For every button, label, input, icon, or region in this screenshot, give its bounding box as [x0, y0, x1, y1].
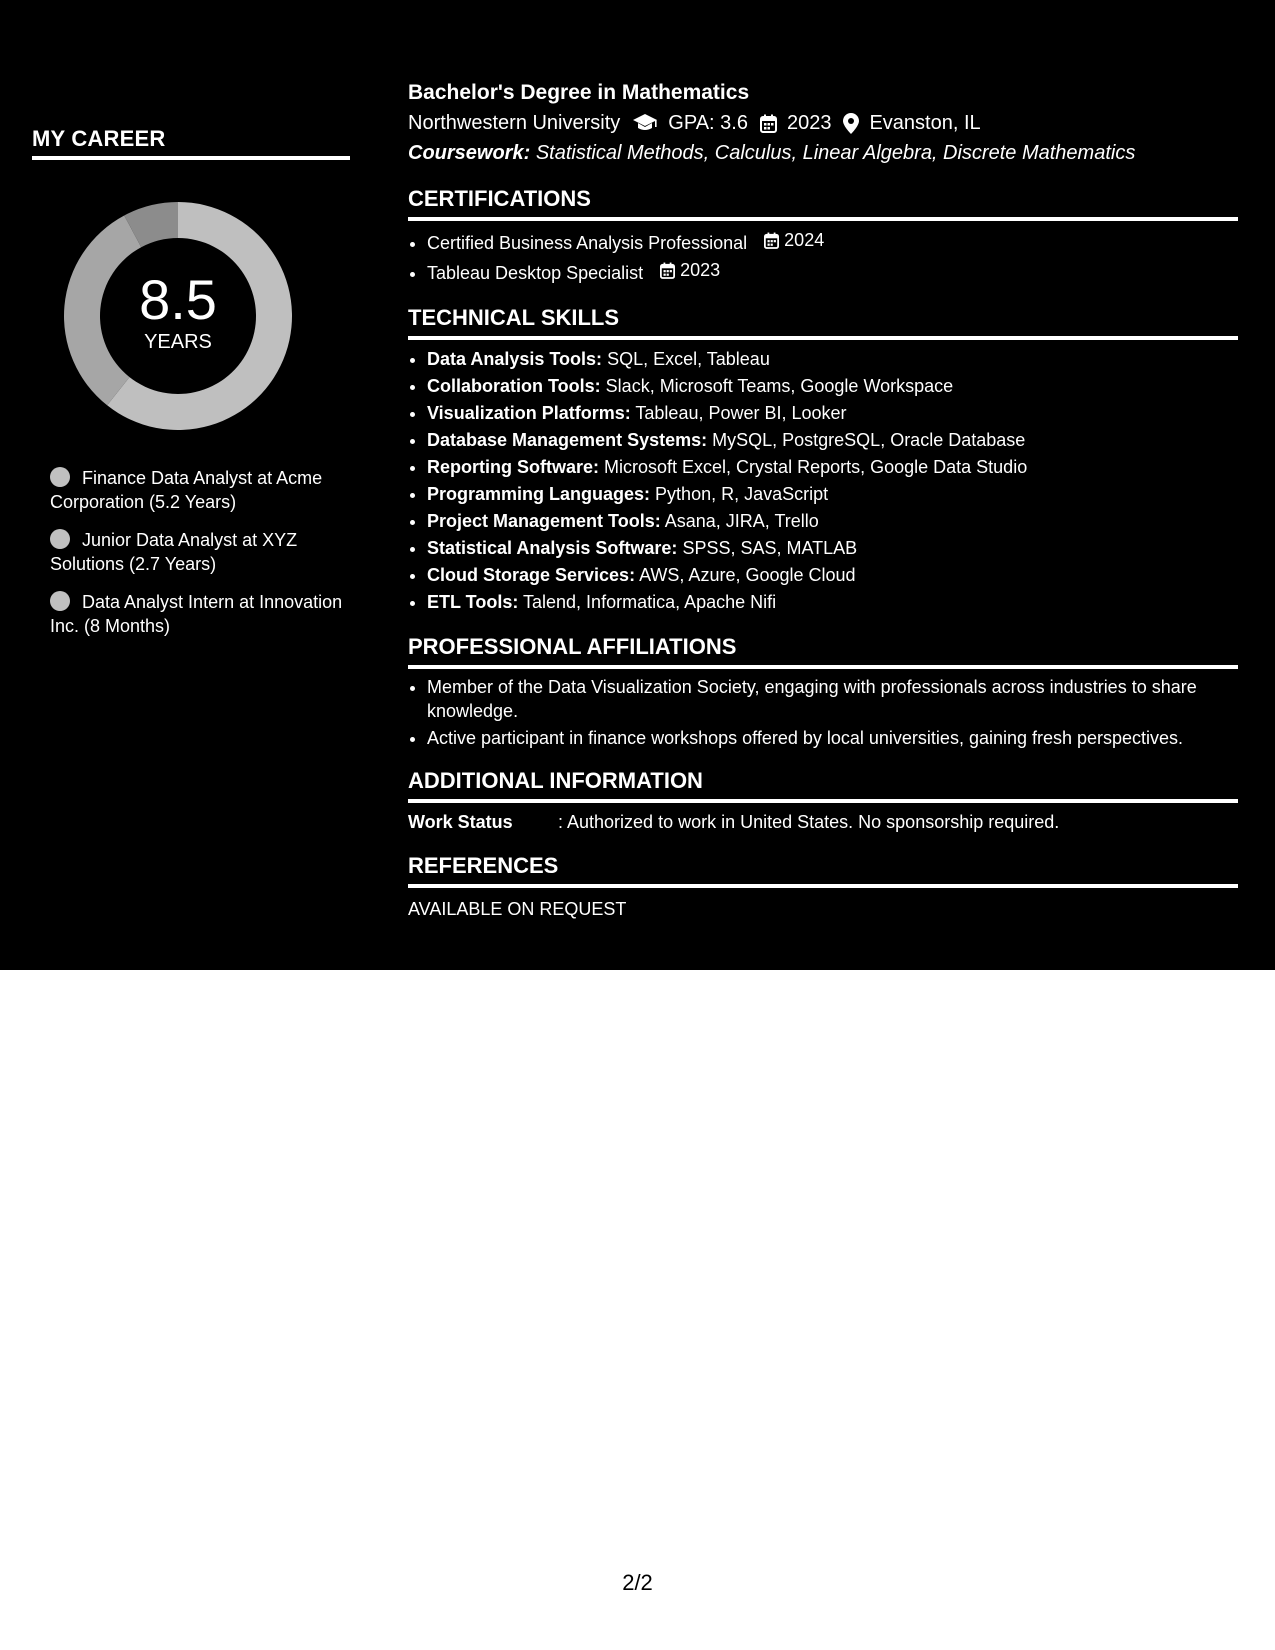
donut-center [64, 202, 292, 430]
skill-value: Tableau, Power BI, Looker [635, 403, 847, 423]
skill-value: Asana, JIRA, Trello [664, 511, 819, 531]
skill-label: Cloud Storage Services: [427, 565, 636, 585]
cert-year: 2024 [784, 230, 825, 250]
work-status-value: : Authorized to work in United States. No sponsorship required. [558, 812, 1060, 832]
list-item [427, 508, 1238, 535]
skill-value: Slack, Microsoft Teams, Google Workspace [605, 376, 954, 396]
list-item [427, 400, 1238, 427]
education-degree: Bachelor's Degree in Mathematics [408, 81, 750, 104]
cert-date [764, 227, 824, 254]
career-legend [50, 466, 350, 652]
skill-label: Programming Languages: [427, 484, 651, 504]
education-meta [408, 108, 1238, 138]
skill-value: Talend, Informatica, Apache Nifi [523, 592, 777, 612]
list-item [427, 427, 1238, 454]
references-text: AVAILABLE ON REQUEST [408, 899, 627, 919]
list-item [427, 227, 1238, 257]
cert-name: Tableau Desktop Specialist [427, 263, 644, 283]
list-item: • Active participant in finance workshops offered by local universities, gaining fresh perspectives. [427, 726, 1238, 750]
career-title: MY CAREER [32, 126, 350, 160]
page-number: 2/2 [622, 1570, 653, 1595]
affiliations-title: PROFESSIONAL AFFILIATIONS [408, 634, 1238, 669]
skill-label: ETL Tools: [427, 592, 519, 612]
legend-item [50, 466, 350, 514]
references-title: REFERENCES [408, 853, 1238, 888]
career-donut-chart [64, 202, 292, 430]
education-location: Evanston, IL [869, 112, 981, 134]
legend-text: Data Analyst Intern at Innovation Inc. (8 Months) [50, 592, 343, 636]
skill-label: Visualization Platforms: [427, 403, 631, 423]
list-item [427, 535, 1238, 562]
coursework-label: Coursework: [408, 142, 531, 164]
legend-text: Junior Data Analyst at XYZ Solutions (2.7 Years) [50, 530, 298, 574]
skill-label: Collaboration Tools: [427, 376, 601, 396]
main-column [408, 78, 1238, 922]
list-item [427, 562, 1238, 589]
legend-item [50, 590, 350, 638]
additional-title: ADDITIONAL INFORMATION [408, 768, 1238, 803]
skill-value: MySQL, PostgreSQL, Oracle Database [712, 430, 1026, 450]
list-item [427, 346, 1238, 373]
donut-total-unit: YEARS [144, 331, 212, 353]
calendar-icon [760, 114, 777, 133]
skill-value: SPSS, SAS, MATLAB [682, 538, 858, 558]
education-coursework [408, 138, 1238, 168]
education-school: Northwestern University [408, 112, 621, 134]
skill-label: Database Management Systems: [427, 430, 708, 450]
affiliations-list [408, 675, 1238, 750]
list-item [427, 257, 1238, 287]
skill-label: Project Management Tools: [427, 511, 661, 531]
certifications-list [408, 227, 1238, 287]
skill-label: Statistical Analysis Software: [427, 538, 678, 558]
skills-list [408, 346, 1238, 616]
calendar-icon [660, 262, 675, 279]
coursework-value: Statistical Methods, Calculus, Linear Algebra, Discrete Mathematics [535, 142, 1136, 164]
skill-label: Reporting Software: [427, 457, 600, 477]
list-item [427, 373, 1238, 400]
calendar-icon [764, 232, 779, 249]
work-status-row [408, 809, 1238, 835]
cert-date [660, 257, 720, 284]
work-status-label: Work Status [408, 812, 513, 832]
legend-dot-icon [50, 529, 70, 549]
skill-label: Data Analysis Tools: [427, 349, 603, 369]
skill-value: AWS, Azure, Google Cloud [639, 565, 856, 585]
location-pin-icon [843, 113, 859, 134]
legend-dot-icon [50, 591, 70, 611]
certifications-title: CERTIFICATIONS [408, 186, 1238, 221]
skill-value: Microsoft Excel, Crystal Reports, Google Data Studio [604, 457, 1028, 477]
legend-text: Finance Data Analyst at Acme Corporation (5.2 Years) [50, 468, 323, 512]
list-item: • Member of the Data Visualization Society, engaging with professionals across industries to share knowledge. [427, 675, 1238, 723]
list-item [427, 481, 1238, 508]
cert-name: Certified Business Analysis Professional [427, 233, 748, 253]
education-gpa: GPA: 3.6 [668, 112, 748, 134]
skills-title: TECHNICAL SKILLS [408, 305, 1238, 340]
graduation-cap-icon [632, 113, 658, 133]
skill-value: SQL, Excel, Tableau [607, 349, 770, 369]
education-year: 2023 [786, 112, 832, 134]
skill-value: Python, R, JavaScript [655, 484, 829, 504]
list-item [427, 454, 1238, 481]
cert-year: 2023 [680, 260, 721, 280]
list-item [427, 589, 1238, 616]
legend-dot-icon [50, 467, 70, 487]
legend-item [50, 528, 350, 576]
donut-total-value: 8.5 [139, 268, 217, 331]
